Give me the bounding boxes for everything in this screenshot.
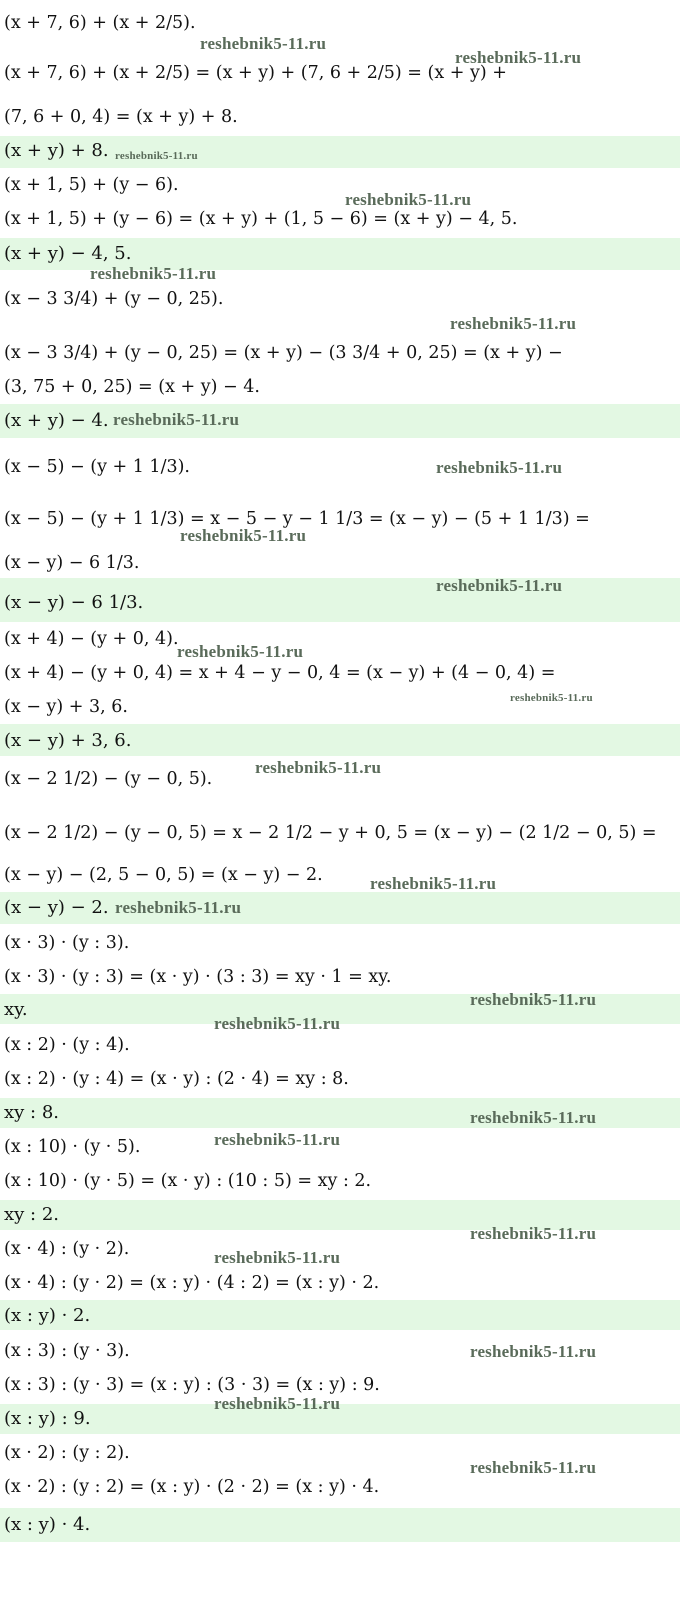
solution-line: (x · 4) : (y · 2) = (x : y) · (4 : 2) = (x : y) · 2. <box>4 1273 380 1293</box>
answer-band <box>0 1508 680 1542</box>
answer-line: (x + y) − 4, 5. <box>4 243 132 264</box>
solution-line: (x − y) + 3, 6. <box>4 697 128 717</box>
solution-line: (x · 3) · (y : 3) = (x · y) · (3 : 3) = xy · 1 = xy. <box>4 967 392 987</box>
watermark: reshebnik5-11.ru <box>470 1342 597 1361</box>
answer-line: (x + y) − 4. <box>4 410 109 431</box>
watermark: reshebnik5-11.ru <box>455 48 582 67</box>
answer-line: (x + y) + 8. <box>4 140 109 161</box>
problem-line: (x − 3 3/4) + (y − 0, 25). <box>4 289 224 309</box>
solution-line: (x : 10) · (y · 5) = (x · y) : (10 : 5) = xy : 2. <box>4 1171 372 1191</box>
solution-line: (x − 3 3/4) + (y − 0, 25) = (x + y) − (3 3/4 + 0, 25) = (x + y) − <box>4 343 563 363</box>
watermark: reshebnik5-11.ru <box>113 410 240 429</box>
answer-line: xy : 8. <box>4 1102 60 1123</box>
solution-line: (x − y) − 6 1/3. <box>4 553 140 573</box>
watermark: reshebnik5-11.ru <box>214 1130 341 1149</box>
answer-line: xy. <box>4 999 28 1020</box>
watermark: reshebnik5-11.ru <box>470 1458 597 1477</box>
watermark: reshebnik5-11.ru <box>436 576 563 595</box>
problem-line: (x : 2) · (y : 4). <box>4 1035 130 1055</box>
watermark: reshebnik5-11.ru <box>115 898 242 917</box>
problem-line: (x · 2) : (y : 2). <box>4 1443 130 1463</box>
watermark: reshebnik5-11.ru <box>214 1014 341 1033</box>
answer-line: (x : y) · 4. <box>4 1514 91 1535</box>
solution-line: (x + 7, 6) + (x + 2/5) = (x + y) + (7, 6 + 2/5) = (x + y) + <box>4 63 507 83</box>
solution-line: (x + 1, 5) + (y − 6) = (x + y) + (1, 5 − 6) = (x + y) − 4, 5. <box>4 209 518 229</box>
answer-line: (x : y) · 2. <box>4 1305 91 1326</box>
watermark: reshebnik5-11.ru <box>470 1224 597 1243</box>
watermark: reshebnik5-11.ru <box>177 642 304 661</box>
watermark: reshebnik5-11.ru <box>470 990 597 1009</box>
answer-line: (x − y) + 3, 6. <box>4 730 132 751</box>
answer-line: xy : 2. <box>4 1204 60 1225</box>
problem-line: (x : 10) · (y · 5). <box>4 1137 141 1157</box>
problem-line: (x − 2 1/2) − (y − 0, 5). <box>4 769 213 789</box>
problem-line: (x + 7, 6) + (x + 2/5). <box>4 13 196 33</box>
watermark: reshebnik5-11.ru <box>370 874 497 893</box>
solution-line: (x − 5) − (y + 1 1/3) = x − 5 − y − 1 1/3 = (x − y) − (5 + 1 1/3) = <box>4 509 590 529</box>
solution-line: (x · 2) : (y : 2) = (x : y) · (2 · 2) = (x : y) · 4. <box>4 1477 380 1497</box>
problem-line: (x + 1, 5) + (y − 6). <box>4 175 179 195</box>
answer-line: (x : y) : 9. <box>4 1408 91 1429</box>
problem-line: (x : 3) : (y · 3). <box>4 1341 130 1361</box>
watermark: reshebnik5-11.ru <box>450 314 577 333</box>
problem-line: (x − 5) − (y + 1 1/3). <box>4 457 190 477</box>
solution-line: (x − 2 1/2) − (y − 0, 5) = x − 2 1/2 − y + 0, 5 = (x − y) − (2 1/2 − 0, 5) = <box>4 823 657 843</box>
watermark: reshebnik5-11.ru <box>345 190 472 209</box>
problem-line: (x + 4) − (y + 0, 4). <box>4 629 179 649</box>
answer-line: (x − y) − 6 1/3. <box>4 592 144 613</box>
solution-line: (x − y) − (2, 5 − 0, 5) = (x − y) − 2. <box>4 865 323 885</box>
watermark: reshebnik5-11.ru <box>255 758 382 777</box>
watermark: reshebnik5-11.ru <box>90 264 217 283</box>
watermark: reshebnik5-11.ru <box>510 692 593 704</box>
watermark: reshebnik5-11.ru <box>115 150 198 162</box>
solution-line: (7, 6 + 0, 4) = (x + y) + 8. <box>4 107 238 127</box>
watermark: reshebnik5-11.ru <box>200 34 327 53</box>
solution-line: (x : 3) : (y · 3) = (x : y) : (3 · 3) = (x : y) : 9. <box>4 1375 380 1395</box>
watermark: reshebnik5-11.ru <box>214 1248 341 1267</box>
solution-line: (x + 4) − (y + 0, 4) = x + 4 − y − 0, 4 = (x − y) + (4 − 0, 4) = <box>4 663 556 683</box>
problem-line: (x · 3) · (y : 3). <box>4 933 130 953</box>
watermark: reshebnik5-11.ru <box>436 458 563 477</box>
answer-band <box>0 1300 680 1330</box>
solution-line: (x : 2) · (y : 4) = (x · y) : (2 · 4) = xy : 8. <box>4 1069 349 1089</box>
watermark: reshebnik5-11.ru <box>180 526 307 545</box>
watermark: reshebnik5-11.ru <box>470 1108 597 1127</box>
watermark: reshebnik5-11.ru <box>214 1394 341 1413</box>
problem-line: (x · 4) : (y · 2). <box>4 1239 130 1259</box>
solution-line: (3, 75 + 0, 25) = (x + y) − 4. <box>4 377 260 397</box>
answer-line: (x − y) − 2. <box>4 897 109 918</box>
